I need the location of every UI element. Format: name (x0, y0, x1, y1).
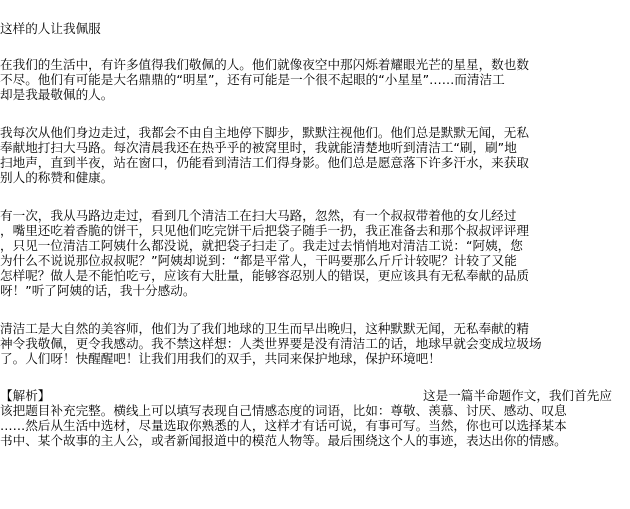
paragraph-2-line-2: 奉献地打扫大马路。每次清晨我还在热乎乎的被窝里时，我就能清楚地听到清洁工“刷，刷”地 (0, 140, 517, 155)
paragraph-3-line-4: 为什么不说说那位叔叔呢？”阿姨却说到：“都是平常人，干吗要那么斤斤计较呢？计较了又能 (0, 253, 517, 268)
paragraph-3-line-3: ，只见一位清洁工阿姨什么都没说，就把袋子扫走了。我走过去悄悄地对清洁工说：“阿姨，您 (0, 238, 523, 253)
paragraph-2-line-1: 我每次从他们身边走过，我都会不由自主地停下脚步，默默注视他们。他们总是默默无闻，无私 (0, 125, 529, 140)
paragraph-3-line-1: 有一次，我从马路边走过，看到几个清洁工在扫大马路，忽然，有一个叔叔带着他的女儿经过 (0, 208, 517, 223)
analysis-line-4: 书中、某个故事的主人公，或者新闻报道中的模范人物等。最后围绕这个人的事迹，表达出你的情感。 (0, 433, 567, 448)
paragraph-3-line-5: 怎样呢？做人是不能怕吃亏，应该有大肚量，能够容忍别人的错误，更应该具有无私奉献的品质 (0, 268, 529, 283)
paragraph-1-line-3: 却是我最敬佩的人。 (0, 87, 114, 102)
paragraph-1-line-2: 不尽。他们有可能是大名鼎鼎的“明星”，还有可能是一个很不起眼的“小星星”……而清洁工 (0, 72, 505, 87)
paragraph-1-line-1: 在我们的生活中，有许多值得我们敬佩的人。他们就像夜空中那闪烁着耀眼光芒的星星，数也数 (0, 57, 529, 72)
analysis-line-1: 这是一篇半命题作文，我们首先应 (423, 388, 612, 403)
essay-title: 这样的人让我佩服 (0, 21, 101, 36)
analysis-tag: 【解析】 (0, 388, 51, 403)
paragraph-3-line-2: ，嘴里还吃着香脆的饼干，只见他们吃完饼干后把袋子随手一扔，我正准备去和那个叔叔评评理 (0, 223, 529, 238)
paragraph-2-line-4: 别人的称赞和健康。 (0, 170, 114, 185)
paragraph-3-line-6: 呀！”听了阿姨的话，我十分感动。 (0, 283, 196, 298)
analysis-line-2: 该把题目补充完整。横线上可以填写表现自己情感态度的词语，比如：尊敬、羡慕、讨厌、感动、叹息 (0, 403, 567, 418)
analysis-line-3: ……然后从生活中选材，尽量选取你熟悉的人，这样才有话可说，有事可写。当然，你也可以选择某本 (0, 418, 567, 433)
paragraph-2-line-3: 扫地声，直到半夜，站在窗口，仍能看到清洁工们得身影。他们总是愿意落下许多汗水，来获取 (0, 155, 529, 170)
paragraph-4-line-1: 清洁工是大自然的美容师，他们为了我们地球的卫生而早出晚归，这种默默无闻，无私奉献的精 (0, 321, 529, 336)
paragraph-4-line-3: 了。人们呀！快醒醒吧！让我们用我们的双手，共同来保护地球，保护环境吧！ (0, 351, 441, 366)
paragraph-4-line-2: 神令我敬佩，更令我感动。我不禁这样想：人类世界要是没有清洁工的话，地球早就会变成垃圾场 (0, 336, 542, 351)
